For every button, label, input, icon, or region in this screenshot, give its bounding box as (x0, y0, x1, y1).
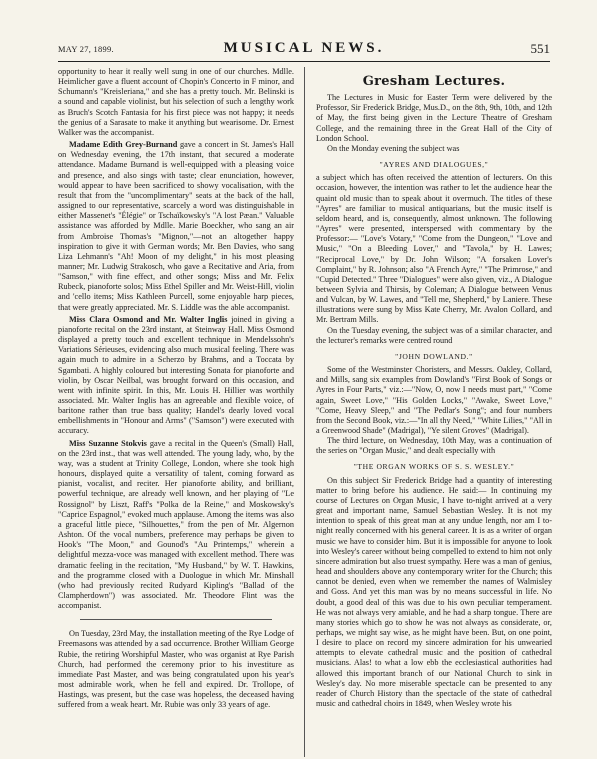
column-rule (304, 67, 305, 757)
paragraph-text: gave a concert in St. James's Hall on Wednesday evening, the 17th instant, that secured a moderate attendance. Madame Burnand is well-equipped with a pleasing voice and presence, and also sings with taste; clear enunciation, however, would appear to have been sacrificed to showy vocalisation, with the result that from the "uncomplimentary" seats at the back of the hall, assigned to our representative, scarcely a word was distinguishable in either Massenet's "Élégie" or Tschaïkowsky's "A lost Pæan." Valuable assistance was afforded by Mdlle. Marie Boeckher, who sang an air from Ambroise Thomas's "Mignon,"—not an altogether happy inspiration to give it with German words; Mr. Ben Davies, who sang Liza Lehmann's "Ah! Moon of my delight," in his most pleasing manner; Mr. Ludwig Strakosch, who gave a Recitative and Aria, from "Samson," with fine effect, and other songs; Miss and Mr. Felix Rubeck, pianoforte solos; Miss Ethel Spiller and Mr. Weist-Hill, violin and 'cello items; Miss Kathleen Purcell, some enjoyable harp pieces, that were greatly appreciated. Mr. S. Liddle was the able accompanist. (58, 140, 295, 312)
paragraph-wesley: On this subject Sir Frederick Bridge had a quantity of interesting matter to bring before his audience. He said:— In continuing my course of Lectures on Organ Music, I have to-night arrived at a very great and important name, Samuel Sebastian Wesley. It is not my intention to speak of this great man at any undue length, nor am I to-night really concerned with his general career. It is as a writer of organ music we have to consider him. But it is impossible for anyone to look into Wesley's career without being compelled to extend to him not only sincere admiration but also truest sympathy. Here was a man of genius, head and shoulders above any contemporary writer for the Church; this cannot be denied, even when we remember the names of Walmisley and Goss. And yet this man was by no means successful in life. No doubt, a good deal of this was due to his own peculiar temperament. He was not always very amiable, and he had a sharp tongue. There are many stories which go to show he was not always as considerate, or, perhaps, we might say wise, as he might have been. But, on one point, I desire to place on record my sincere admiration for his unwearied attempts to elevate cathedral music and the position of cathedral musicians. Alas! to what a low ebb the ecclesiastical authorities had allowed this important branch of our National Church to sink in Wesley's day. No more miserable spectacle can be presented to any reader of Church History than the spectacle of the state of cathedral music and cathedral choirs in 1849, when Wesley wrote his (316, 475, 552, 709)
performer-name: Miss Clara Osmond and Mr. Walter Inglis (69, 314, 228, 324)
section-divider (80, 619, 272, 620)
subheading-dowland: "JOHN DOWLAND." (395, 351, 473, 361)
right-column (316, 67, 552, 709)
paragraph-grey-burnand (58, 140, 294, 313)
paragraph-rye-lodge: On Tuesday, 23rd May, the installation meeting of the Rye Lodge of Freemasons was attended by a sad occurrence. Brother William George Rubie, the retiring Worshipful Master, who was organist at Rye Parish Church, had performed the ceremony prior to his investiture as immediate Past Master, and was being congratulated upon his year's most admirable work, when he fell and expired. Dr. Trollope, of Hastings, was present, but the case was hopeless, the deceased having suffered from a weak heart. Mr. Rubie was only 33 years of age. (58, 629, 294, 710)
paragraph-third-lecture: The third lecture, on Wednesday, 10th May, was a continuation of the series on "Organ Music," and dealt especially with (316, 436, 552, 456)
paragraph-ayres: a subject which has often received the attention of lecturers. On this occasion, however, the intention was rather to let the audience hear the quaint old music than to speak about it overmuch. The titles of these "Ayres" are familiar to musical antiquarians, but the music itself is seldom heard, and is, consequently, almost unknown. The following "Ayres" were presented, interspersed with commentary by the Professor:— "Love's Votary," "Come from the Dungeon," "Love and Music," "On a Bleeding Lover," and "Tavola," by H. Lawes; "Reciprocal Love," by Dr. John Wilson; "A forsaken Lover's Complaint," by R. Johnson; also "A French Ayre," "The Primrose," and "Cupid Detected." Three "Dialogues" were also given, viz., A Dialogue between Sylvia and Thirsis, by Coleman; A Dialogue between Venus and Vulcan, by W. Lawes, and "Tell me, Shepherd," by Laniere. These illustrations were sung by Miss Kate Cherry, Mr. Avalon Collard, and Mr. Bertram Mills. (316, 173, 552, 325)
performer-name: Miss Suzanne Stokvis (69, 438, 147, 448)
paragraph-osmond-inglis (58, 315, 294, 437)
subheading-ayres: "AYRES AND DIALOGUES," (379, 160, 489, 170)
subheading-wesley: "THE ORGAN WORKS OF S. S. WESLEY." (353, 462, 515, 472)
issue-date: MAY 27, 1899. (58, 45, 114, 54)
paragraph-intro: opportunity to hear it really well sung in one of our churches. Mdlle. Heimlicher gave a fluent account of Chopin's Concerto in F minor, and Schumann's "Kreisleriana," and she has a pretty touch. Mr. Belinski is a sound and capable violinist, but his selection of such a lengthy work as Bruch's Scotch Fantasia for his first piece was not happy; it needs the genius of a Sarasate to make it anything but wearisome. Dr. Ernest Walker was the accompanist. (58, 67, 294, 137)
paragraph-text: gave a recital in the Queen's (Small) Hall, on the 23rd inst., that was well attended. The young lady, who, by the way, was a student at Trinity College, London, where she took high honours, displayed quite a versatility of talent, coming forward as pianist, vocalist, and reciter. Her pianoforte ability, and brilliant, powerful technique, are already well known, and her playing of "Le Rossignol" by Liszt, Raff's "Polka de la Reine," and Moskowsky's "Caprice Espagnol," evoked much applause. Among the items was also a graceful little piece, "Silhouettes," from the pen of Mr. Algernon Ashton. Of the vocal numbers, preference may perhaps be given to Hook's "The Moon," and Gounod's "Au Printemps," wherein a delightful mezza-voce was managed with excellent method. There was dramatic feeling in the recitation, "My Husband," by W. T. Hawkins, and the programme closed with a Duologue in which Mr. Minshall (who had previously recited Rudyard Kipling's "Ballad of the Clampherdown") was associated. Mr. Theodore Flint was the accompanist. (58, 438, 294, 611)
page-number: 551 (530, 41, 550, 56)
paragraph-tuesday: On the Tuesday evening, the subject was of a similar character, and the lecturer's remarks were centred round (316, 325, 552, 345)
paragraph-monday: On the Monday evening the subject was (327, 143, 460, 153)
section-heading: Gresham Lectures. (362, 74, 506, 89)
performer-name: Madame Edith Grey-Burnand (69, 140, 178, 150)
paragraph-dowland: Some of the Westminster Choristers, and Messrs. Oakley, Collard, and Mills, sang six examples from Dowland's "First Book of Songs or Ayres in Four Parts," viz.:—"Now, O, now I needs must part," "Come again, Sweet Love," "His Golden Locks," "Awake, Sweet Love," "Come, Heavy Sleep," and "The Pedlar's Song"; and four numbers from the Second Book, viz.:—"In all thy Need," "White Lilies," "All in a Greenwood Shade" (Madrigal), "Ye silent Groves" (Madrigal). (316, 365, 552, 435)
paragraph-text: joined in giving a pianoforte recital on the 23rd instant, at Steinway Hall. Miss Osmond displayed a pretty touch and excellent technique in Mendelssohn's Variations Sérieuses, evidencing also much musical feeling. There was again much to admire in a Scherzo by Brahms, and a Toccata by Sgambati. A highly coloured but interesting Sonata for pianoforte and violin, by Oscar Neilbal, was brought forward on this occasion, and went with infinite spirit. In this, Mr. Louis H. Hillier was worthily associated. Mr. Walter Inglis has an agreeable and flexible voice, of baritone rather than true bass quality; Handel's dearly loved vocal embellishments in "Honour and Arms" ("Samson") were executed with accuracy. (58, 314, 294, 436)
paragraph-lectures-intro: The Lectures in Music for Easter Term were delivered by the Professor, Sir Frederick Bridge, Mus.D., on the 8th, 9th, 10th, and 12th of May, the first being given in the Lecture Theatre of Gresham College, and the remaining three in the Great Hall of the City of London School. (316, 93, 552, 143)
masthead-title: MUSICAL NEWS. (223, 40, 385, 56)
paragraph-stokvis (58, 439, 294, 612)
page-header (58, 39, 550, 62)
left-column (58, 67, 294, 711)
